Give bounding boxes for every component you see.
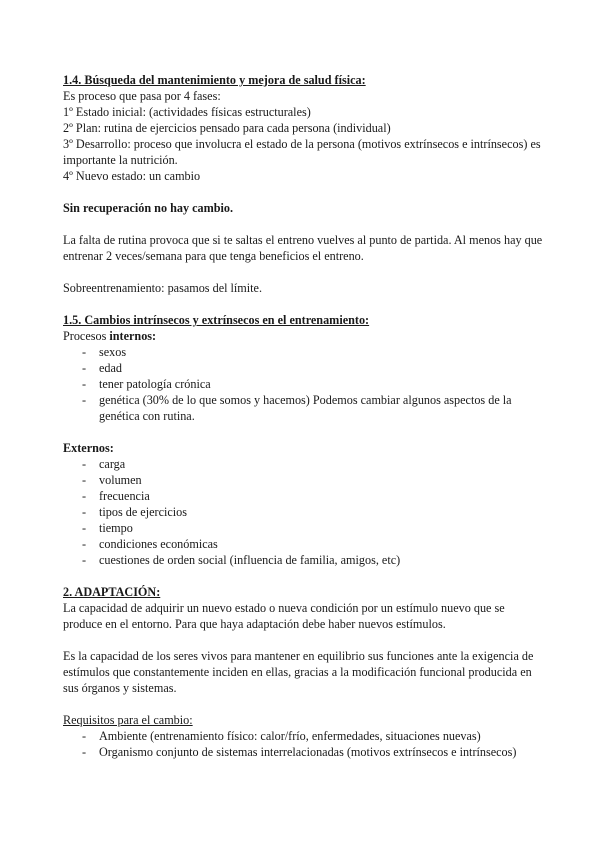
list-item: - genética (30% de lo que somos y hacemos) Podemos cambiar algunos aspectos de la genética con rutina. — [63, 392, 543, 424]
section-2-title: 2. ADAPTACIÓN: — [63, 585, 161, 599]
adaptation-paragraph-1: La capacidad de adquirir un nuevo estado o nueva condición por un estímulo nuevo que se produce en el entorno. Para que haya adaptación debe haber nuevos estímulos. — [63, 601, 505, 631]
document-body — [63, 72, 543, 760]
phase-3: 3º Desarrollo: proceso que involucra el estado de la persona (motivos extrínsecos e intrínsecos) es importante la nutrición. — [63, 137, 541, 167]
overtraining-line: Sobreentrenamiento: pasamos del límite. — [63, 281, 263, 295]
recovery-statement: Sin recuperación no hay cambio. — [63, 201, 234, 215]
list-item: - cuestiones de orden social (influencia de familia, amigos, etc) — [63, 552, 543, 568]
phase-2: 2º Plan: rutina de ejercicios pensado para cada persona (individual) — [63, 121, 391, 135]
list-item: - tipos de ejercicios — [63, 504, 543, 520]
list-item: - tener patología crónica — [63, 376, 543, 392]
list-item: - Ambiente (entrenamiento físico: calor/frío, enfermedades, situaciones nuevas) — [63, 728, 543, 744]
list-item: - carga — [63, 456, 543, 472]
external-list — [63, 456, 543, 568]
section-1-5-title: 1.5. Cambios intrínsecos y extrínsecos en el entrenamiento: — [63, 313, 370, 327]
list-item: - volumen — [63, 472, 543, 488]
internal-prefix: Procesos — [63, 329, 110, 343]
list-item: - edad — [63, 360, 543, 376]
list-item: - Organismo conjunto de sistemas interrelacionadas (motivos extrínsecos e intrínsecos) — [63, 744, 543, 760]
list-item: - frecuencia — [63, 488, 543, 504]
internal-list — [63, 344, 543, 424]
requirements-list — [63, 728, 543, 760]
phase-4: 4º Nuevo estado: un cambio — [63, 169, 201, 183]
adaptation-paragraph-2: Es la capacidad de los seres vivos para mantener en equilibrio sus funciones ante la exigencia de estímulos que constantemente inciden en ellas, gracias a la modificación funcional producida en sus órganos y sistemas. — [63, 649, 534, 695]
list-item: - condiciones económicas — [63, 536, 543, 552]
internal-processes-label — [63, 328, 543, 344]
requirements-title: Requisitos para el cambio: — [63, 713, 193, 727]
list-item: - tiempo — [63, 520, 543, 536]
section-1-4-title: 1.4. Búsqueda del mantenimiento y mejora de salud física: — [63, 73, 366, 87]
external-title: Externos: — [63, 441, 114, 455]
internal-bold: internos: — [109, 329, 157, 343]
phase-1: 1º Estado inicial: (actividades físicas estructurales) — [63, 105, 311, 119]
section-1-4-intro: Es proceso que pasa por 4 fases: — [63, 89, 221, 103]
list-item: - sexos — [63, 344, 543, 360]
routine-paragraph: La falta de rutina provoca que si te saltas el entreno vuelves al punto de partida. Al menos hay que entrenar 2 veces/semana para que tenga beneficios el entreno. — [63, 233, 543, 263]
